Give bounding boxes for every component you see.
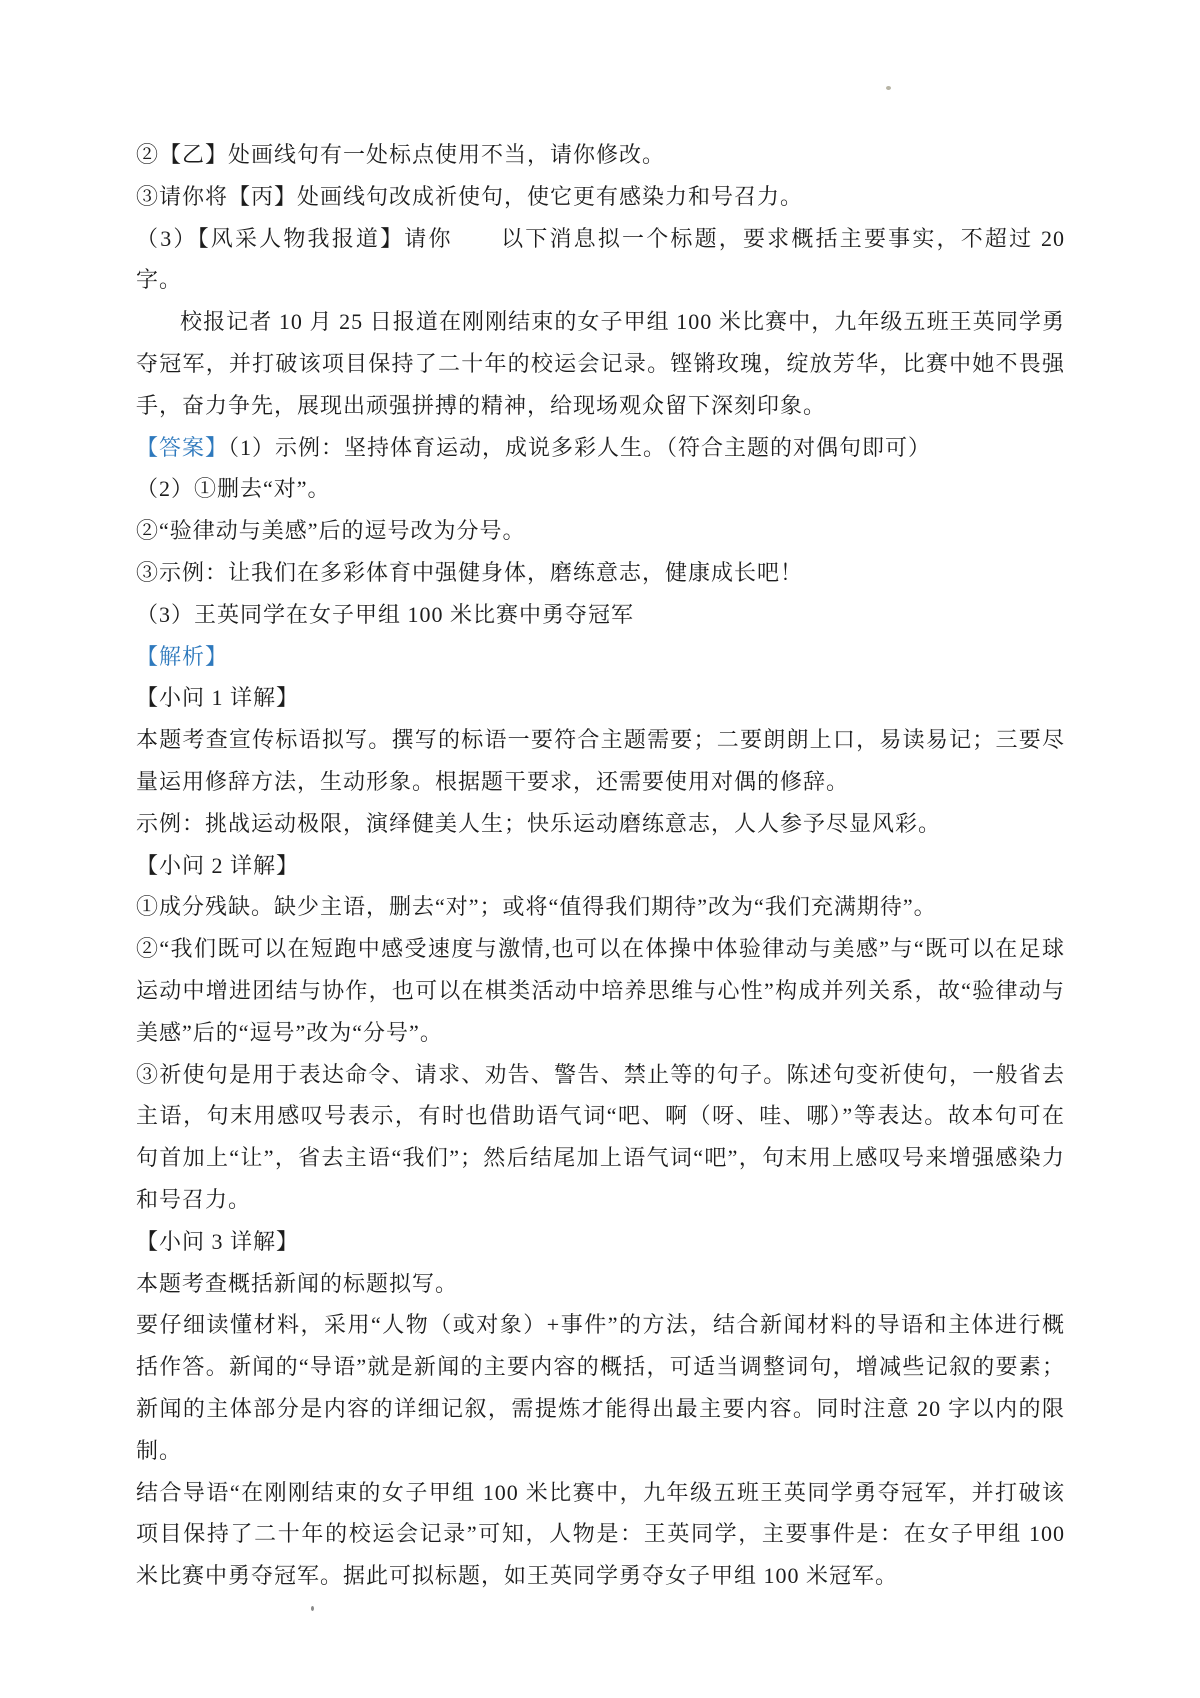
answer-part2-item1-line: （2）①删去“对”。 [136,476,331,502]
subquestion1-heading: 【小问 1 详解】 [136,685,300,711]
scan-artifact-dot [311,1606,314,1611]
analysis-label-line [136,636,1065,678]
subquestion3-paragraph-2: 要仔细读懂材料，采用“人物（或对象）+事件”的方法，结合新闻材料的导语和主体进行概括作答。新闻的“导语”就是新闻的主要内容的概括，可适当调整词句，增减些记叙的要素；新闻的主体部分是内容的详细记叙，需提炼才能得出最主要内容。同时注意 20 字以内的限制。 [136,1312,1065,1463]
answer-part1-text: （1）示例：坚持体育运动，成说多彩人生。（符合主题的对偶句即可） [228,434,932,460]
question-item-punctuation: ②【乙】处画线句有一处标点使用不当，请你修改。 [136,142,666,167]
subquestion2-paragraph-3: ③祈使句是用于表达命令、请求、劝告、警告、禁止等的句子。陈述句变祈使句，一般省去主语，句末用感叹号表示，有时也借助语气词“吧、啊（呀、哇、哪）”等表达。故本句可在句首加上“让”，省去主语“我们”；然后结尾加上语气词“吧”，句末用上感叹号来增强感染力和号召力。 [136,1061,1065,1212]
question-item-imperative: ③请你将【丙】处画线句改成祈使句，使它更有感染力和号召力。 [136,183,804,209]
subquestion1-paragraph-2: 示例：挑战运动极限，演绎健美人生；快乐运动磨练意志，人人参予尽显风彩。 [136,810,942,836]
analysis-label: 【解析】 [136,643,229,669]
subquestion1-paragraph-1: 本题考查宣传标语拟写。撰写的标语一要符合主题需要；二要朗朗上口，易读易记；三要尽量运用修辞方法，生动形象。根据题干要求，还需要使用对偶的修辞。 [136,727,1065,794]
answer-part3-line: （3）王英同学在女子甲组 100 米比赛中勇夺冠军 [136,601,635,627]
question-part3-heading: （3）【风采人物我报道】请你 以下消息拟一个标题，要求概括主要事实，不超过 20 字。 [136,225,1065,293]
subquestion2-heading: 【小问 2 详解】 [136,852,300,878]
document-content [136,134,1065,1597]
news-paragraph: 校报记者 10 月 25 日报道在刚刚结束的女子甲组 100 米比赛中，九年级五班王英同学勇夺冠军，并打破该项目保持了二十年的校运会记录。铿锵玫瑰，绽放芳华，比赛中她不畏强手，奋力争先，展现出顽强拼搏的精神，给现场观众留下深刻印象。 [136,309,1065,418]
answer-label: 【答案】 [136,434,229,460]
subquestion2-paragraph-2: ②“我们既可以在短跑中感受速度与激情,也可以在体操中体验律动与美感”与“既可以在足球运动中增进团结与协作，也可以在棋类活动中培养思维与心性”构成并列关系，故“验律动与美感”后的“逗号”改为“分号”。 [136,936,1065,1045]
subquestion3-heading: 【小问 3 详解】 [136,1228,300,1254]
answer-part2-item2-line: ②“验律动与美感”后的逗号改为分号。 [136,518,526,544]
subquestion2-paragraph-1: ①成分残缺。缺少主语，删去“对”；或将“值得我们期待”改为“我们充满期待”。 [136,894,937,920]
answer-part2-item3-line: ③示例：让我们在多彩体育中强健身体，磨练意志，健康成长吧！ [136,559,804,585]
subquestion3-paragraph-3: 结合导语“在刚刚结束的女子甲组 100 米比赛中，九年级五班王英同学勇夺冠军，并打破该项目保持了二十年的校运会记录”可知，人物是：王英同学，主要事件是：在女子甲组 100 米比赛中勇夺冠军。据此可拟标题，如王英同学勇夺女子甲组 100 米冠军。 [136,1479,1065,1589]
scan-artifact-dot [886,86,891,90]
subquestion3-paragraph-1: 本题考查概括新闻的标题拟写。 [136,1270,459,1296]
answer-part1-line [136,427,1065,469]
